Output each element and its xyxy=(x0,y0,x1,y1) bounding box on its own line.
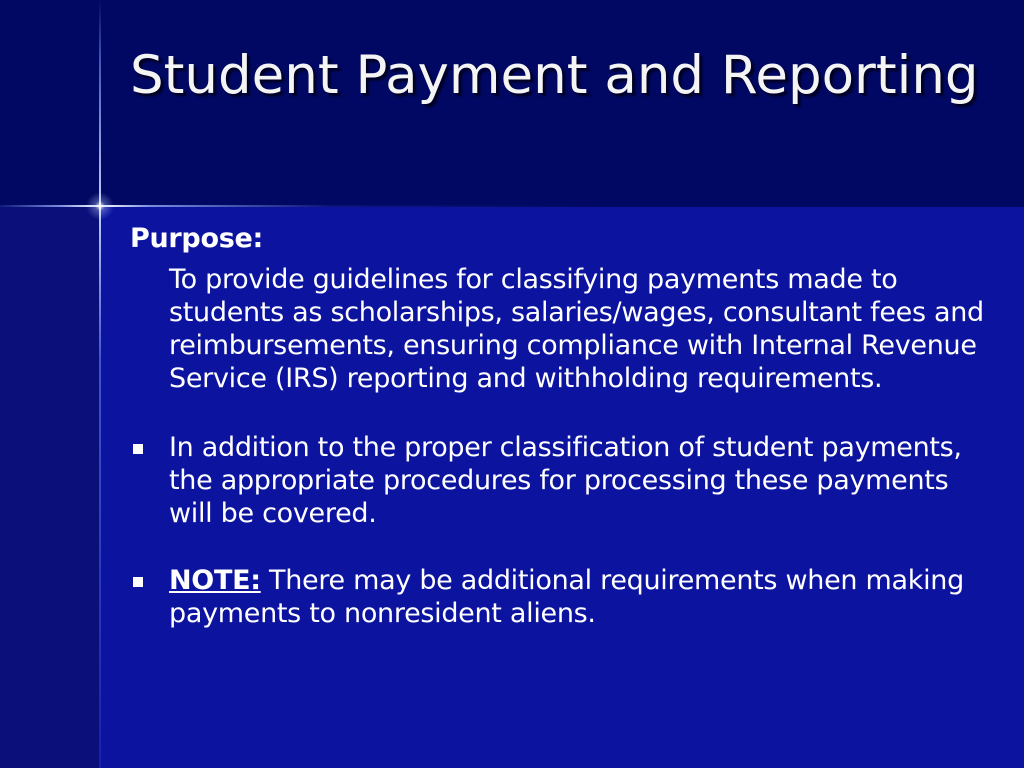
left-margin-band xyxy=(0,207,100,768)
bullet-item xyxy=(130,564,990,630)
horizontal-accent-line xyxy=(0,205,1024,207)
slide-title: Student Payment and Reporting xyxy=(130,45,979,106)
bullet-item xyxy=(130,431,990,530)
note-label: NOTE: xyxy=(169,565,261,596)
vertical-accent-line xyxy=(99,0,101,768)
purpose-heading: Purpose: xyxy=(130,223,263,254)
square-bullet-icon xyxy=(133,577,143,587)
bullet-text: There may be additional requirements when making payments to nonresident aliens. xyxy=(169,565,964,629)
bullet-text: In addition to the proper classification of student payments, the appropriate procedures for processing these payments will be covered. xyxy=(169,432,962,529)
square-bullet-icon xyxy=(133,444,143,454)
slide-body xyxy=(130,222,990,630)
star-glow-accent xyxy=(85,191,115,221)
purpose-text: To provide guidelines for classifying payments made to students as scholarships, salaries/wages, consultant fees and reimbursements, ensuring compliance with Internal Revenue Service (IRS) reporting and withholding requirements. xyxy=(169,264,984,394)
